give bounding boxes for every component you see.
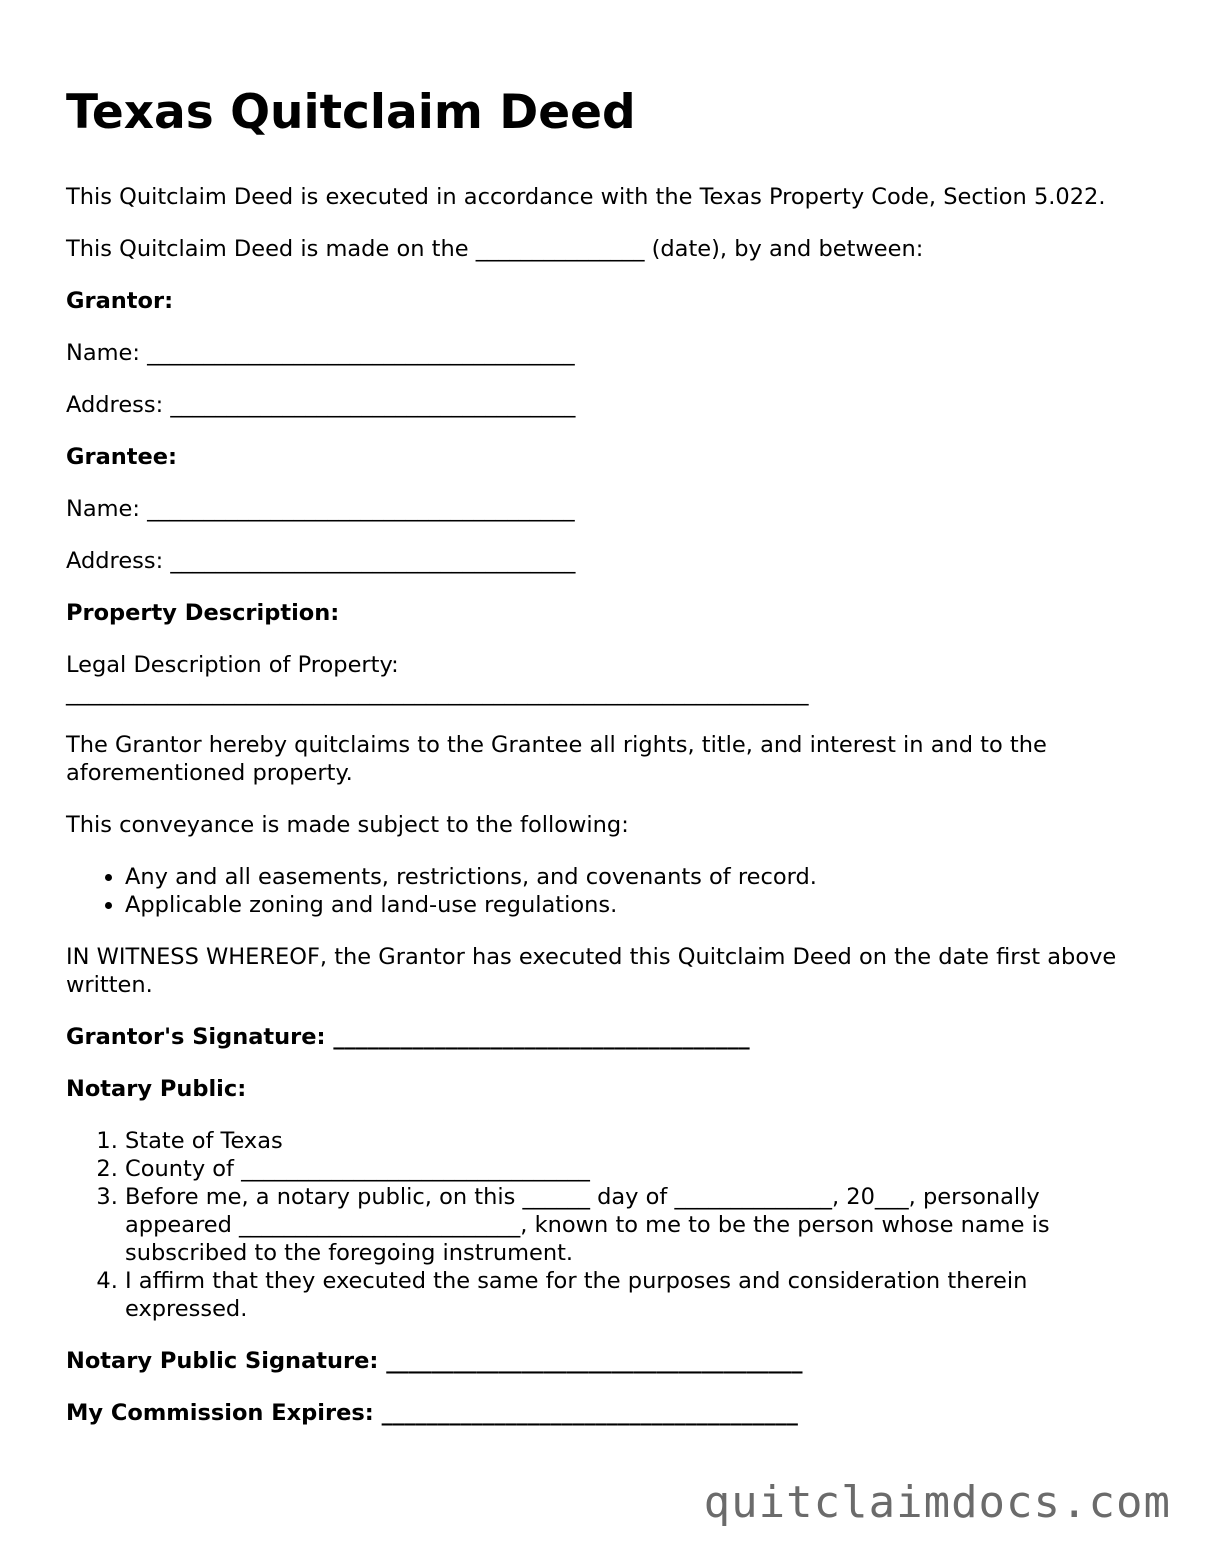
notary-signature-line: _____________________________________ [386,1348,803,1374]
condition-item: • Applicable zoning and land-use regulations. [125,891,1146,919]
document-title: Texas Quitclaim Deed [66,85,636,140]
made-on-paragraph: This Quitclaim Deed is made on the _______________ (date), by and between: [66,236,924,262]
grantor-heading: Grantor: [66,288,174,314]
notary-list [66,1127,1146,1323]
subject-intro: This conveyance is made subject to the following: [66,812,629,838]
grantor-name-field: Name: ______________________________________ [66,340,575,366]
property-heading: Property Description: [66,600,340,626]
notary-signature [66,1347,1146,1375]
grantee-heading: Grantee: [66,444,178,470]
grantee-name-field: Name: ______________________________________ [66,496,575,522]
intro-paragraph: This Quitclaim Deed is executed in accordance with the Texas Property Code, Section 5.022. [66,184,1106,210]
witness-paragraph: IN WITNESS WHEREOF, the Grantor has executed this Quitclaim Deed on the date first above written. [66,944,1117,998]
notary-item: 3. Before me, a notary public, on this ______ day of ______________, 20___, personally appeared _________________________, known to me to be the person whose name is subscribed to the foregoing instrument. [125,1183,1146,1267]
condition-item: • Any and all easements, restrictions, and covenants of record. [125,863,1146,891]
quitclaim-paragraph: The Grantor hereby quitclaims to the Grantee all rights, title, and interest in and to the aforementioned property. [66,732,1047,786]
notary-signature-label: Notary Public Signature: [66,1348,379,1374]
commission-expires [66,1399,1146,1427]
notary-item: 2. County of _______________________________ [125,1155,1146,1183]
legal-description-line: __________________________________________________________________ [66,680,809,706]
grantor-signature-line: _____________________________________ [333,1024,750,1050]
deed-document [66,84,1146,1451]
commission-expires-label: My Commission Expires: [66,1400,374,1426]
grantor-signature-label: Grantor's Signature: [66,1024,326,1050]
grantee-address-field: Address: ____________________________________ [66,548,576,574]
legal-description-label: Legal Description of Property: [66,652,399,678]
notary-heading: Notary Public: [66,1076,247,1102]
conditions-list [66,863,1146,919]
legal-description [66,651,1146,707]
site-watermark: quitclaimdocs.com [703,1477,1171,1528]
notary-item: 1. State of Texas [125,1127,1146,1155]
grantor-address-field: Address: ____________________________________ [66,392,576,418]
notary-item: 4. I affirm that they executed the same for the purposes and consideration therein expressed. [125,1267,1146,1323]
commission-expires-line: _____________________________________ [381,1400,798,1426]
grantor-signature [66,1023,1146,1051]
